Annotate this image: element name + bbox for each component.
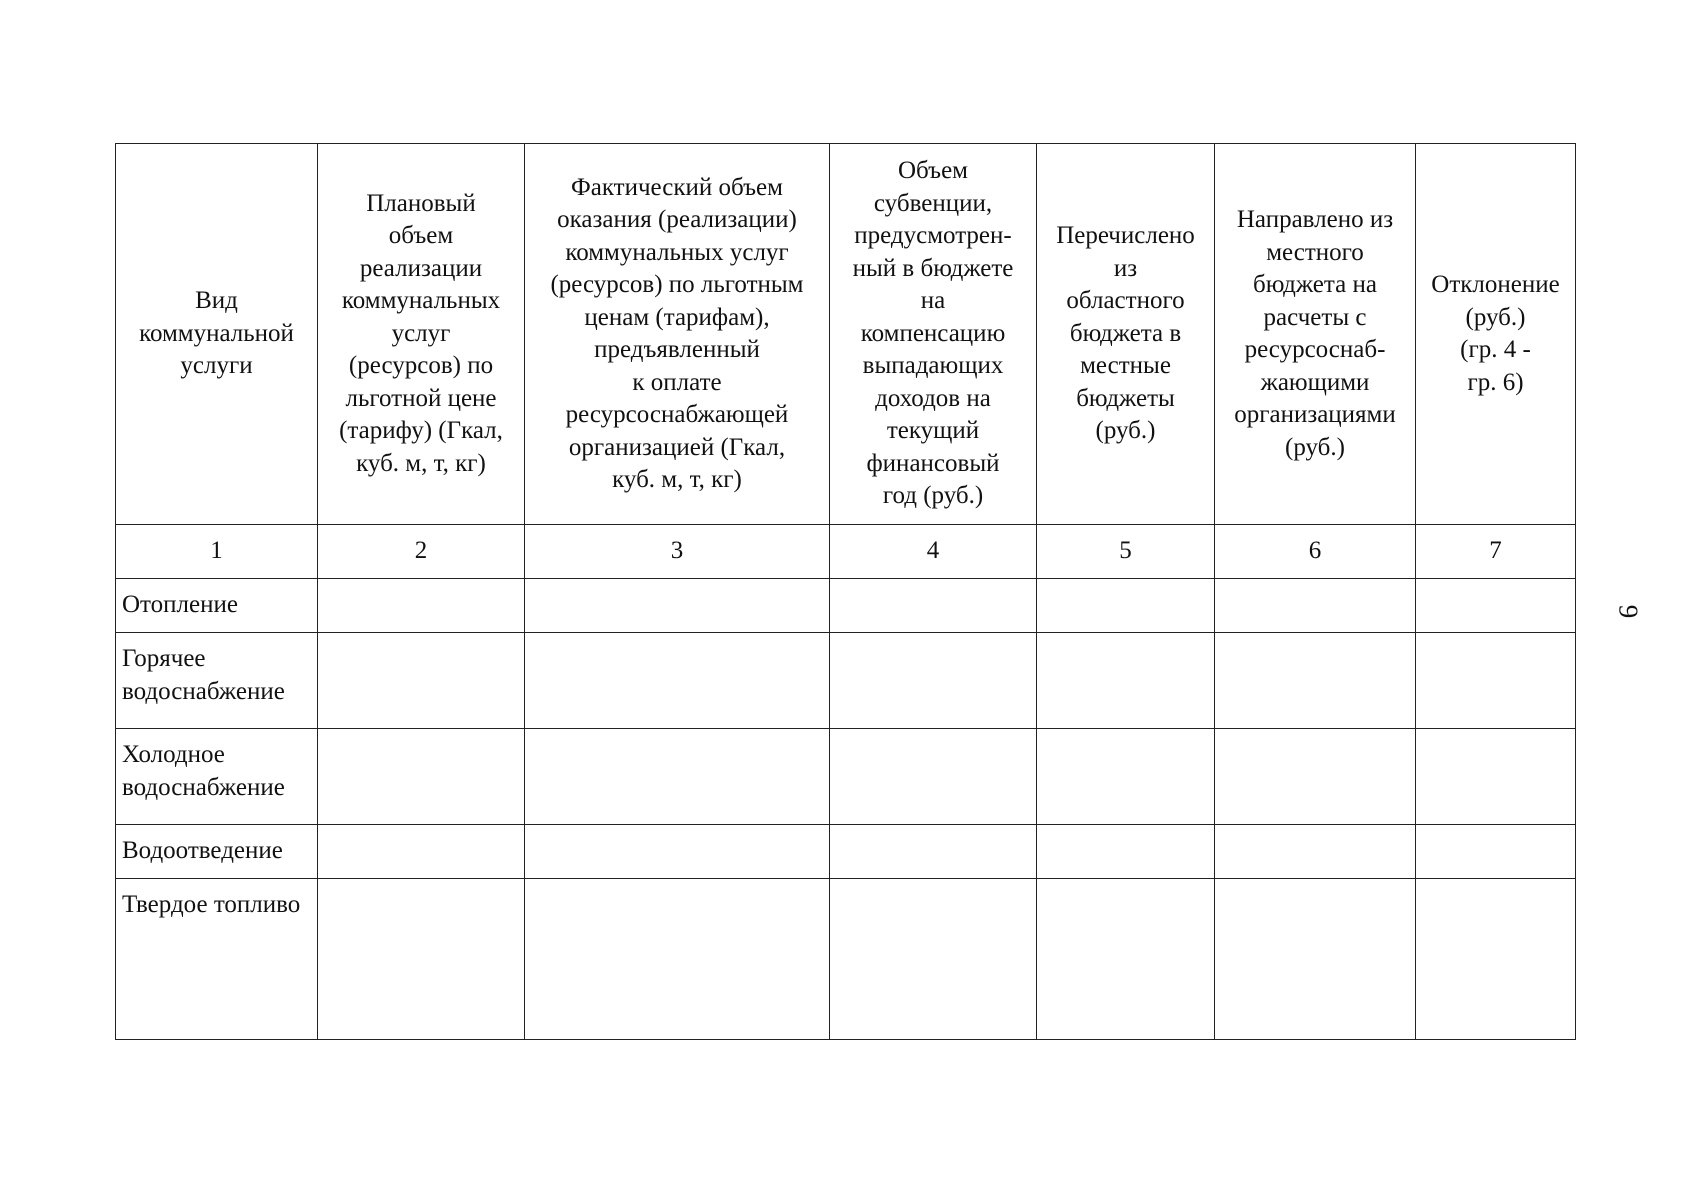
row-label: Холодное водоснабжение xyxy=(116,729,318,825)
data-cell xyxy=(830,579,1037,633)
table-row-hot-water xyxy=(116,633,1576,729)
data-cell xyxy=(1037,729,1215,825)
row-label: Водоотведение xyxy=(116,825,318,879)
data-cell xyxy=(318,825,525,879)
header-cell-subvention-volume: Объем субвенции, предусмотрен- ный в бюджете на компенсацию выпадающих доходов на текущий финансовый год (руб.) xyxy=(830,144,1037,525)
column-number: 7 xyxy=(1416,525,1576,579)
row-label: Твердое топливо xyxy=(116,879,318,1040)
header-row xyxy=(116,144,1576,525)
data-cell xyxy=(830,729,1037,825)
data-cell xyxy=(525,633,830,729)
data-cell xyxy=(1416,879,1576,1040)
data-cell xyxy=(525,879,830,1040)
subvention-report-table xyxy=(115,143,1576,1040)
header-cell-actual-volume: Фактический объем оказания (реализации) коммунальных услуг (ресурсов) по льготным ценам (тарифам), предъявленный к оплате ресурсоснабжающей организацией (Гкал, куб. м, т, кг) xyxy=(525,144,830,525)
table-row-cold-water xyxy=(116,729,1576,825)
data-cell xyxy=(318,879,525,1040)
data-cell xyxy=(318,579,525,633)
data-cell xyxy=(1037,825,1215,879)
column-number: 1 xyxy=(116,525,318,579)
header-cell-transferred-regional: Перечислено из областного бюджета в местные бюджеты (руб.) xyxy=(1037,144,1215,525)
data-cell xyxy=(1416,825,1576,879)
data-cell xyxy=(830,633,1037,729)
data-cell xyxy=(1215,879,1416,1040)
column-number: 3 xyxy=(525,525,830,579)
header-cell-directed-local: Направлено из местного бюджета на расчеты с ресурсоснаб- жающими организациями (руб.) xyxy=(1215,144,1416,525)
page-number: 9 xyxy=(1613,604,1644,619)
table-row-solid-fuel xyxy=(116,879,1576,1040)
column-number: 2 xyxy=(318,525,525,579)
data-cell xyxy=(525,579,830,633)
column-number: 4 xyxy=(830,525,1037,579)
data-cell xyxy=(1037,879,1215,1040)
data-cell xyxy=(1215,579,1416,633)
row-label: Горячее водоснабжение xyxy=(116,633,318,729)
data-cell xyxy=(830,879,1037,1040)
header-cell-service-type: Вид коммунальной услуги xyxy=(116,144,318,525)
header-cell-deviation: Отклонение (руб.) (гр. 4 - гр. 6) xyxy=(1416,144,1576,525)
data-cell xyxy=(1416,579,1576,633)
data-cell xyxy=(1037,633,1215,729)
data-cell xyxy=(830,825,1037,879)
column-number: 6 xyxy=(1215,525,1416,579)
data-cell xyxy=(525,729,830,825)
data-cell xyxy=(525,825,830,879)
column-number: 5 xyxy=(1037,525,1215,579)
row-label: Отопление xyxy=(116,579,318,633)
data-cell xyxy=(1416,729,1576,825)
table-row-heating xyxy=(116,579,1576,633)
column-number-row xyxy=(116,525,1576,579)
data-cell xyxy=(318,633,525,729)
table-row-sewerage xyxy=(116,825,1576,879)
data-cell xyxy=(1037,579,1215,633)
data-cell xyxy=(1215,825,1416,879)
data-cell xyxy=(318,729,525,825)
data-cell xyxy=(1416,633,1576,729)
data-cell xyxy=(1215,729,1416,825)
header-cell-planned-volume: Плановый объем реализации коммунальных услуг (ресурсов) по льготной цене (тарифу) (Гкал, куб. м, т, кг) xyxy=(318,144,525,525)
data-cell xyxy=(1215,633,1416,729)
